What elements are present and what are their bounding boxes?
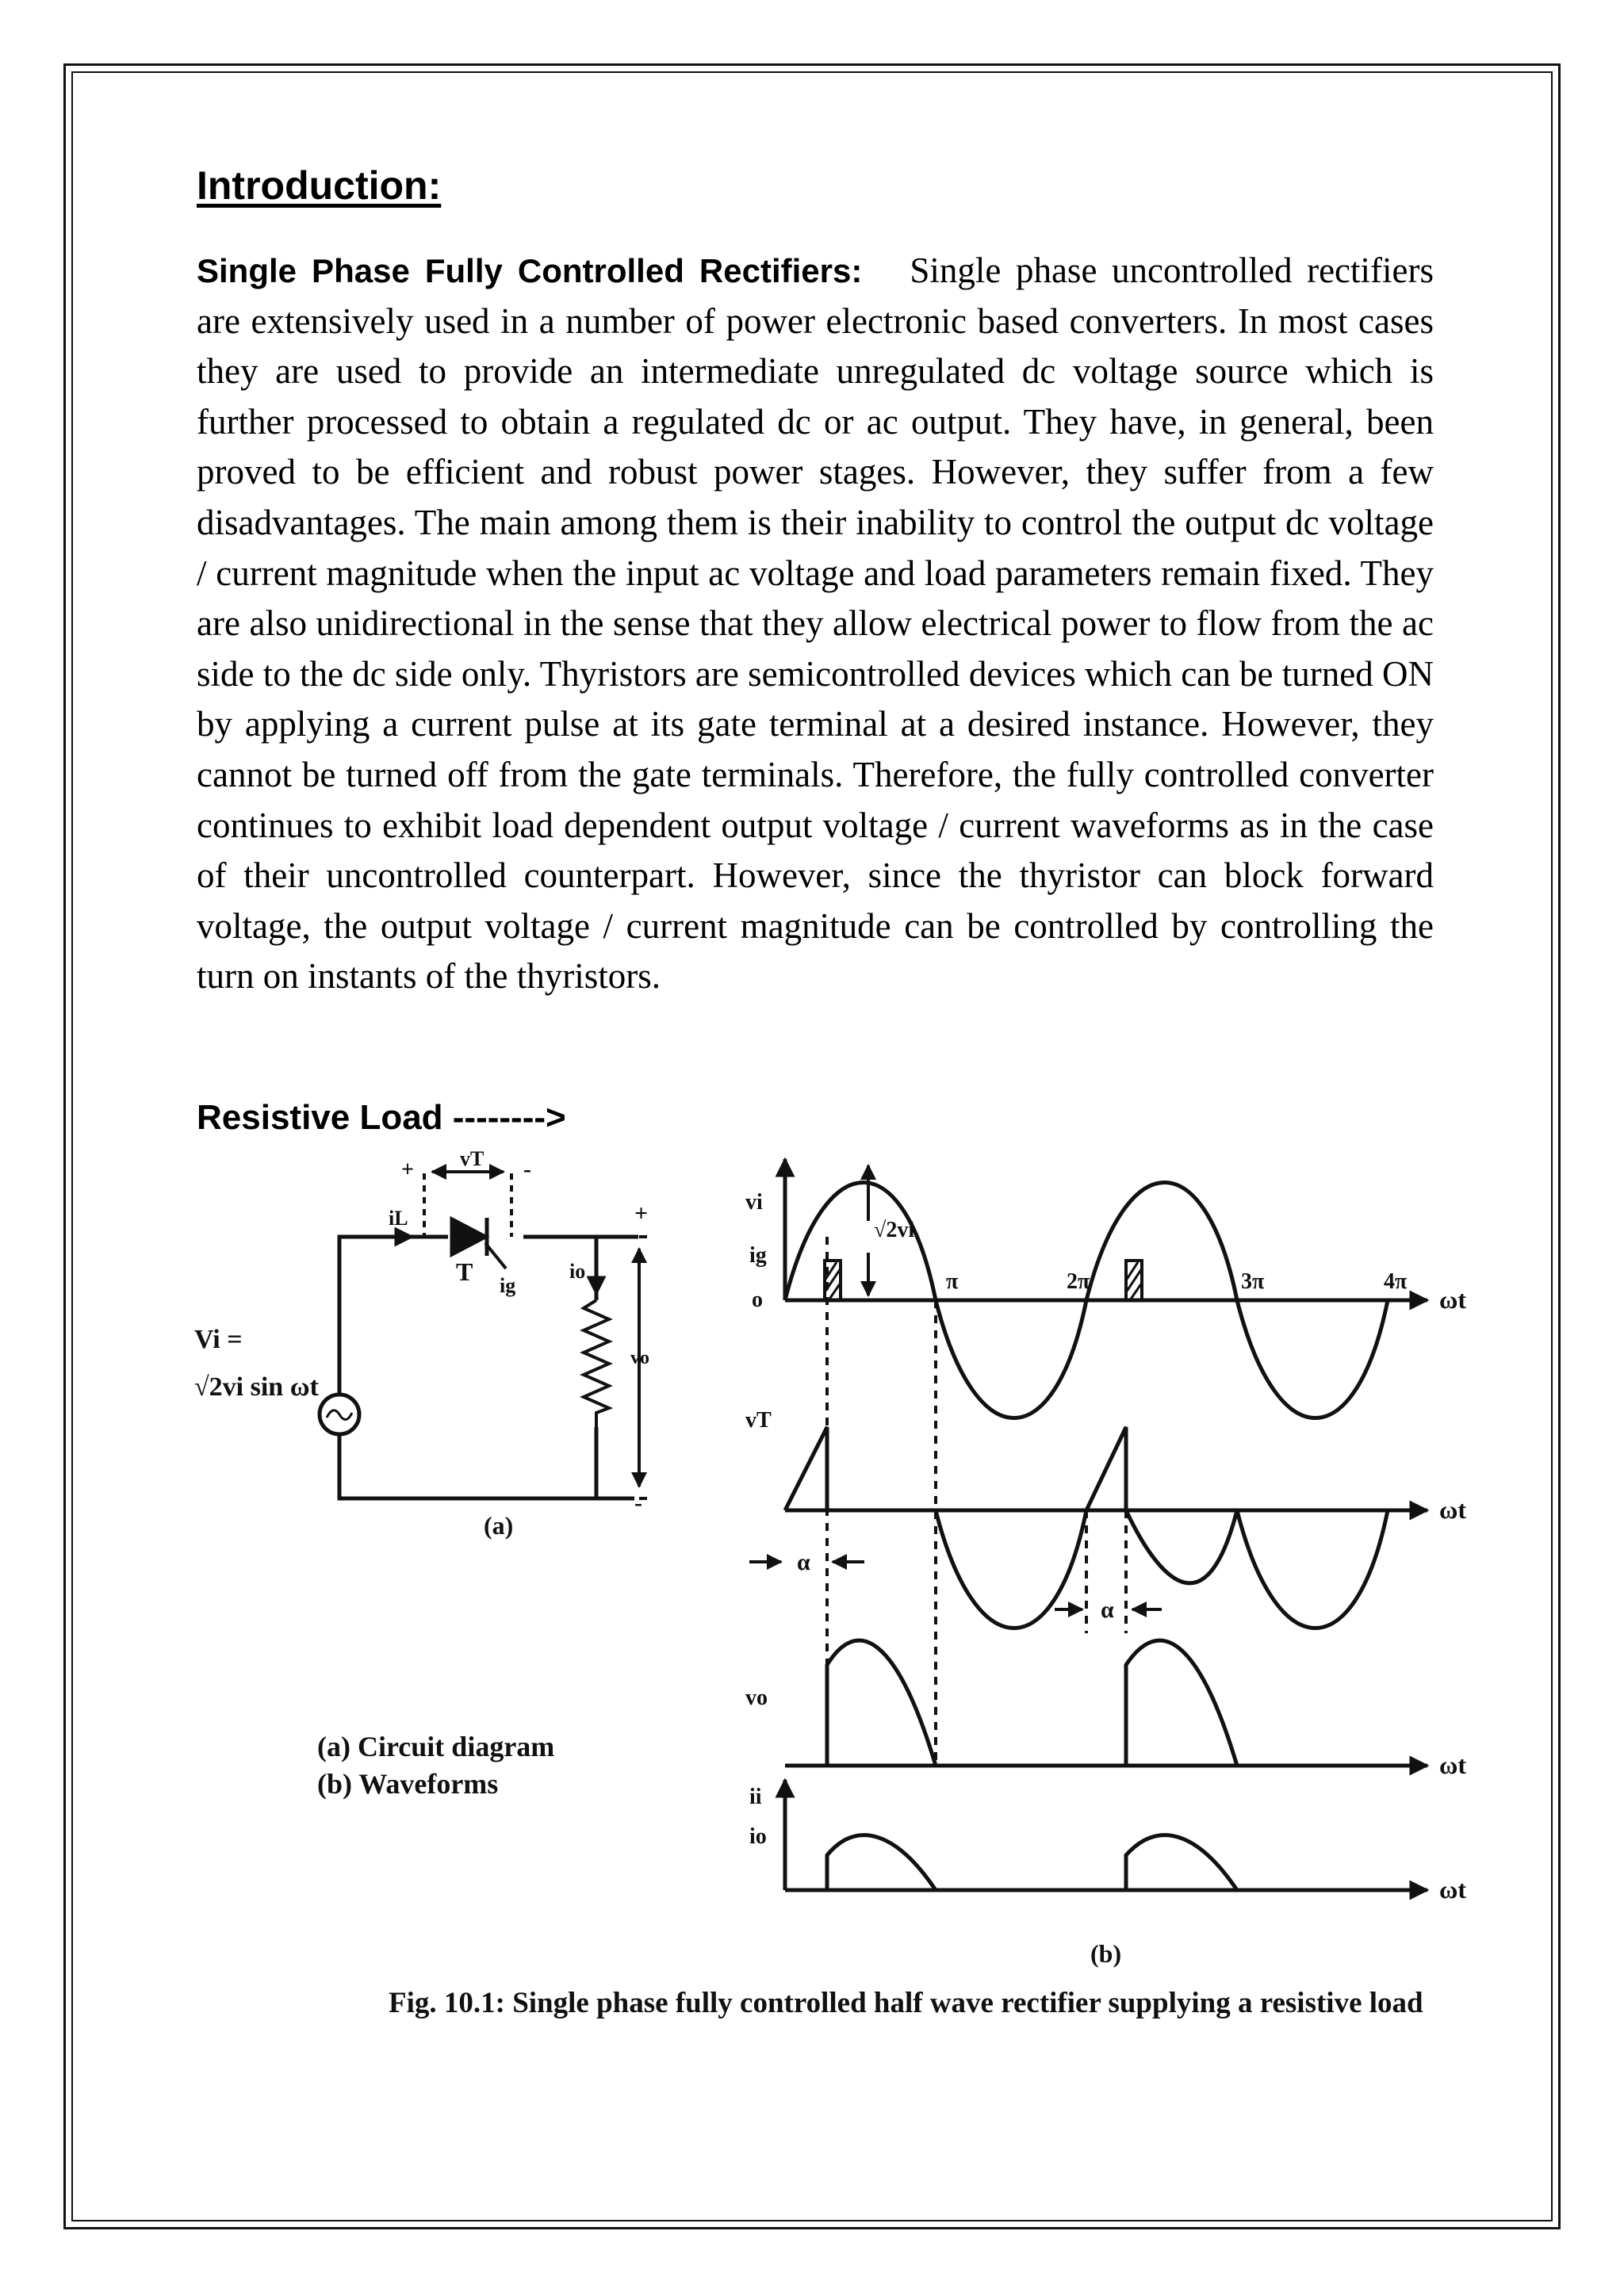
io-waveform [827, 1835, 1237, 1890]
thyristor-label: T [456, 1257, 473, 1286]
page-heading: Introduction: [197, 163, 442, 208]
tick-2pi: 2π [1067, 1269, 1090, 1294]
figure-caption: Fig. 10.1: Single phase fully controlled half wave rectifier supplying a resistive load [389, 1987, 1423, 2019]
alpha-label-1: α [797, 1549, 810, 1575]
figure-legend [317, 1731, 554, 1800]
panel-a-label: (a) [484, 1511, 514, 1540]
panel-b-label: (b) [1090, 1939, 1122, 1968]
ac-source-wave [327, 1410, 352, 1420]
vt-label: vT [460, 1147, 485, 1170]
legend-line-a: (a) Circuit diagram [317, 1731, 555, 1762]
alpha-label-2: α [1101, 1597, 1114, 1623]
circuit-labels [194, 1147, 649, 1540]
source-expression: √2vi sin ωt [194, 1372, 319, 1402]
vo-waveform [827, 1640, 1237, 1766]
vi-axis-label: vi [745, 1190, 763, 1215]
thyristor-symbol [452, 1219, 485, 1254]
vi-label: Vi = [194, 1325, 243, 1354]
plus-output: + [634, 1200, 649, 1226]
ig-axis-label: ig [749, 1243, 767, 1268]
circuit-wire-bottom [339, 1435, 634, 1498]
vo-axis-label: vo [745, 1686, 768, 1710]
vt-axis-label: vT [745, 1408, 772, 1433]
ii-axis-label: ii [749, 1785, 762, 1809]
plus-top-left: + [401, 1158, 414, 1182]
wt-label-4: ωt [1439, 1875, 1467, 1904]
minus-top-right: - [523, 1156, 531, 1182]
tick-4pi: 4π [1384, 1269, 1408, 1294]
vo-circuit-label: vo [630, 1348, 649, 1368]
wt-label-1: ωt [1439, 1285, 1467, 1314]
wt-label-2: ωt [1439, 1495, 1467, 1524]
zero-label: o [752, 1288, 763, 1312]
circuit-wire-left [339, 1237, 448, 1394]
legend-line-b: (b) Waveforms [317, 1768, 499, 1800]
io-label: io [569, 1260, 586, 1283]
resistive-load-heading: Resistive Load --------> [197, 1098, 566, 1137]
wt-label-3: ωt [1439, 1751, 1467, 1779]
minus-output: - [634, 1490, 642, 1516]
ig-label: ig [500, 1274, 516, 1297]
io-axis-label: io [749, 1824, 767, 1849]
section-subheading: Single Phase Fully Controlled Rectifiers: [197, 252, 863, 289]
amplitude-label: √2vi [874, 1218, 915, 1242]
il-label: iL [389, 1207, 408, 1230]
tick-pi: π [946, 1269, 959, 1294]
waveform-labels [745, 1190, 1466, 1968]
gate-pulse-2-hatch [1126, 1262, 1142, 1300]
tick-3pi: 3π [1241, 1269, 1265, 1294]
circuit-diagram [320, 1172, 650, 1498]
resistor-symbol [584, 1300, 609, 1427]
body-text: Single phase uncontrolled rectifiers are extensively used in a number of power electronic based converters. In most cases they are used to provide an intermediate unregulated dc voltage source which is further processed to obtain a regulated dc or ac output. They have, in general, been proved to be efficient and robust power stages. However, they suffer from a few disadvantages. The main among them is their inability to control the output dc voltage / current magnitude when the input ac voltage and load parameters remain fixed. They are also unidirectional in the sense that they allow electrical power to flow from the ac side to the dc side only. Thyristors are semicontrolled devices which can be turned ON by applying a current pulse at its gate terminal at a desired instance. However, they cannot be turned off from the gate terminals. Therefore, the fully controlled converter continues to exhibit load dependent output voltage / current waveforms as in the case of their uncontrolled counterpart. However, since the thyristor can block forward voltage, the output voltage / current magnitude can be controlled by controlling the turn on instants of the thyristors. [197, 251, 1434, 997]
